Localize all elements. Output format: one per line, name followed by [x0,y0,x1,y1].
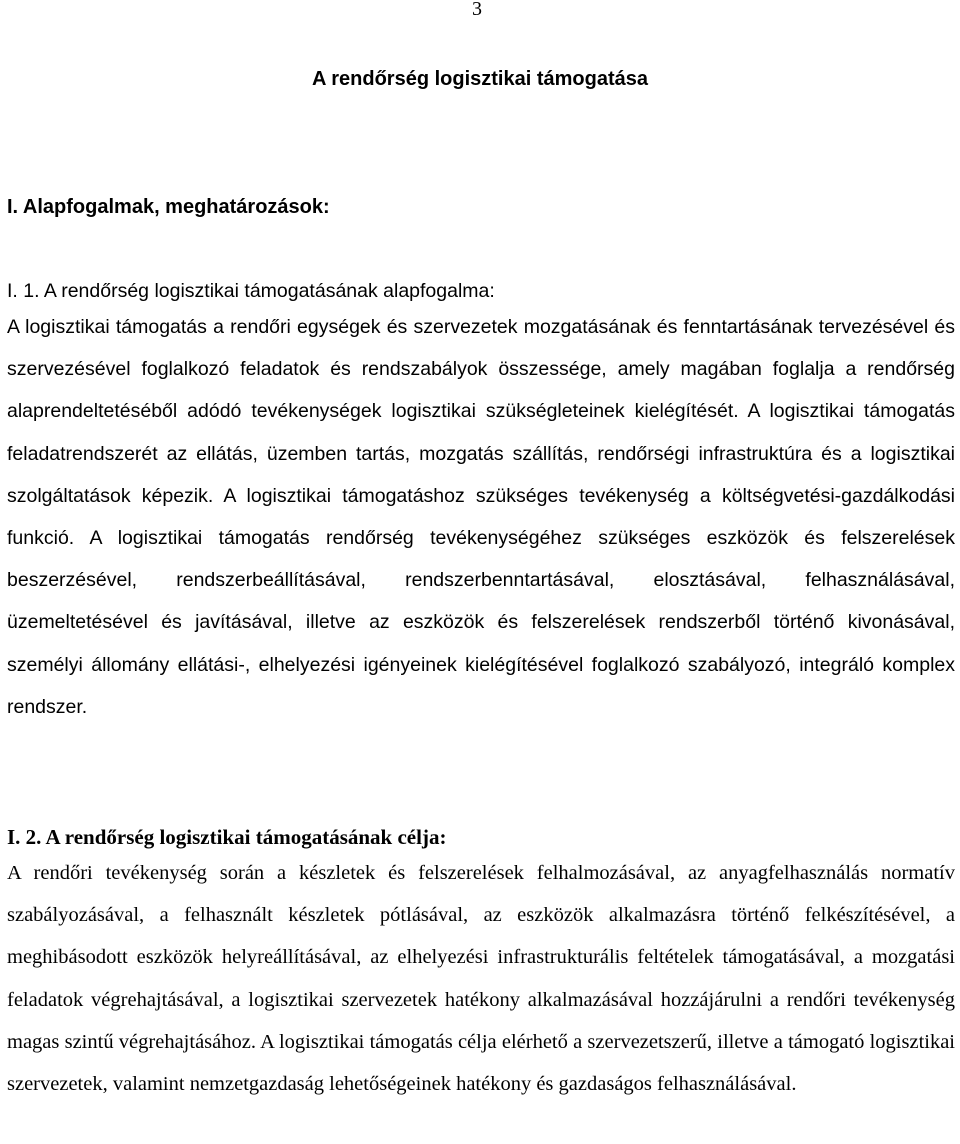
section-1-heading-text: A rendőrség logisztikai támogatásának alapfogalma: [39,280,495,302]
section-2-heading-number: I. 2. [7,825,42,849]
section-1-heading [7,276,955,306]
section-1-heading-number: I. 1. [7,280,40,302]
section-1 [7,276,955,728]
section-2 [7,822,955,1105]
section-2-heading-text: A rendőrség logisztikai támogatásának célja: [41,825,447,849]
section-2-heading [7,822,955,852]
page-number: 3 [472,0,482,20]
section-1-paragraph: A logisztikai támogatás a rendőri egységek és szervezetek mozgatásának és fenntartásának tervezésével és szervezésével foglalkozó feladatok és rendszabályok összessége, amely magában foglalja a rendőrség alaprendeltetéséből adódó tevékenységek logisztikai szükségleteinek kielégítését. A logisztikai támogatás feladatrendszerét az ellátás, üzemben tartás, mozgatás szállítás, rendőrségi infrastruktúra és a logisztikai szolgáltatások képezik. A logisztikai támogatáshoz szükséges tevékenység a költségvetési-gazdálkodási funkció. A logisztikai támogatás rendőrség tevékenységéhez szükséges eszközök és felszerelések beszerzésével, rendszerbeállításával, rendszerbenntartásával, elosztásával, felhasználásával, üzemeltetésével és javításával, illetve az eszközök és felszerelések rendszerből történő kivonásával, személyi állomány ellátási-, elhelyezési igényeinek kielégítésével foglalkozó szabályozó, integráló komplex rendszer. [7,316,955,718]
section-2-paragraph: A rendőri tevékenység során a készletek és felszerelések felhalmozásával, az anyagfelhasználás normatív szabályozásával, a felhasznált készletek pótlásával, az eszközök alkalmazásra történő felkészítésével, a meghibásodott eszközök helyreállításával, az elhelyezési infrastrukturális feltételek támogatásával, a mozgatási feladatok végrehajtásával, a logisztikai szervezetek hatékony alkalmazásával hozzájárulni a rendőri tevékenység magas szintű végrehajtásához. A logisztikai támogatás célja elérhető a szervezetszerű, illetve a támogató logisztikai szervezetek, valamint nemzetgazdaság lehetőségeinek hatékony és gazdaságos felhasználásával. [7,862,955,1096]
document-title: A rendőrség logisztikai támogatása [311,68,648,90]
chapter-heading: I. Alapfogalmak, meghatározások: [7,196,330,218]
